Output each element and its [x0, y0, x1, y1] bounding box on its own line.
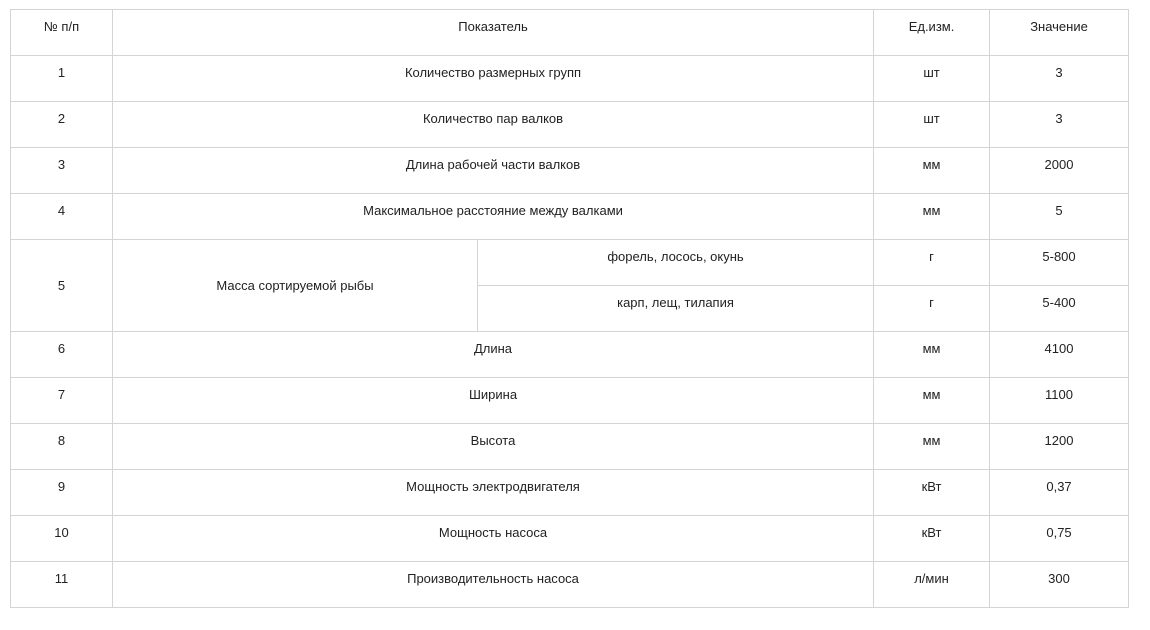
- row-parameter: Ширина: [113, 378, 874, 424]
- table-row: [11, 194, 1129, 240]
- row-parameter: Мощность насоса: [113, 516, 874, 562]
- row-unit: г: [874, 240, 990, 286]
- header-unit: Ед.изм.: [874, 10, 990, 56]
- table-row: [11, 240, 1129, 286]
- row-parameter: Производительность насоса: [113, 562, 874, 608]
- row-value: 3: [990, 56, 1129, 102]
- table-row: [11, 470, 1129, 516]
- table-row: [11, 562, 1129, 608]
- row-value: 5: [990, 194, 1129, 240]
- row-value: 0,37: [990, 470, 1129, 516]
- row-value: 1200: [990, 424, 1129, 470]
- row-value: 5-400: [990, 286, 1129, 332]
- row-unit: кВт: [874, 470, 990, 516]
- row-parameter: Мощность электродвигателя: [113, 470, 874, 516]
- row-unit: мм: [874, 148, 990, 194]
- row-value: 5-800: [990, 240, 1129, 286]
- row-unit: мм: [874, 332, 990, 378]
- row-subparameter: карп, лещ, тилапия: [478, 286, 874, 332]
- row-num: 4: [11, 194, 113, 240]
- row-num: 10: [11, 516, 113, 562]
- row-unit: шт: [874, 56, 990, 102]
- row-value: 300: [990, 562, 1129, 608]
- row-num: 2: [11, 102, 113, 148]
- row-parameter: Масса сортируемой рыбы: [113, 240, 478, 332]
- header-num: № п/п: [11, 10, 113, 56]
- row-unit: мм: [874, 424, 990, 470]
- table-row: [11, 332, 1129, 378]
- table-row: [11, 56, 1129, 102]
- row-unit: г: [874, 286, 990, 332]
- row-unit: мм: [874, 378, 990, 424]
- row-unit: мм: [874, 194, 990, 240]
- row-parameter: Максимальное расстояние между валками: [113, 194, 874, 240]
- header-row: [11, 10, 1129, 56]
- row-unit: кВт: [874, 516, 990, 562]
- table-row: [11, 424, 1129, 470]
- table-row: [11, 148, 1129, 194]
- row-parameter: Длина: [113, 332, 874, 378]
- row-value: 4100: [990, 332, 1129, 378]
- row-parameter: Высота: [113, 424, 874, 470]
- table-row: [11, 378, 1129, 424]
- row-num: 6: [11, 332, 113, 378]
- header-value: Значение: [990, 10, 1129, 56]
- row-value: 2000: [990, 148, 1129, 194]
- row-num: 11: [11, 562, 113, 608]
- row-value: 0,75: [990, 516, 1129, 562]
- row-subparameter: форель, лосось, окунь: [478, 240, 874, 286]
- header-parameter: Показатель: [113, 10, 874, 56]
- row-unit: шт: [874, 102, 990, 148]
- row-parameter: Количество размерных групп: [113, 56, 874, 102]
- row-num: 8: [11, 424, 113, 470]
- row-num: 7: [11, 378, 113, 424]
- row-num: 9: [11, 470, 113, 516]
- spec-table: [10, 9, 1129, 608]
- table-row: [11, 102, 1129, 148]
- row-value: 1100: [990, 378, 1129, 424]
- row-num: 3: [11, 148, 113, 194]
- row-num: 5: [11, 240, 113, 332]
- row-parameter: Количество пар валков: [113, 102, 874, 148]
- row-num: 1: [11, 56, 113, 102]
- row-unit: л/мин: [874, 562, 990, 608]
- row-value: 3: [990, 102, 1129, 148]
- row-parameter: Длина рабочей части валков: [113, 148, 874, 194]
- table-row: [11, 516, 1129, 562]
